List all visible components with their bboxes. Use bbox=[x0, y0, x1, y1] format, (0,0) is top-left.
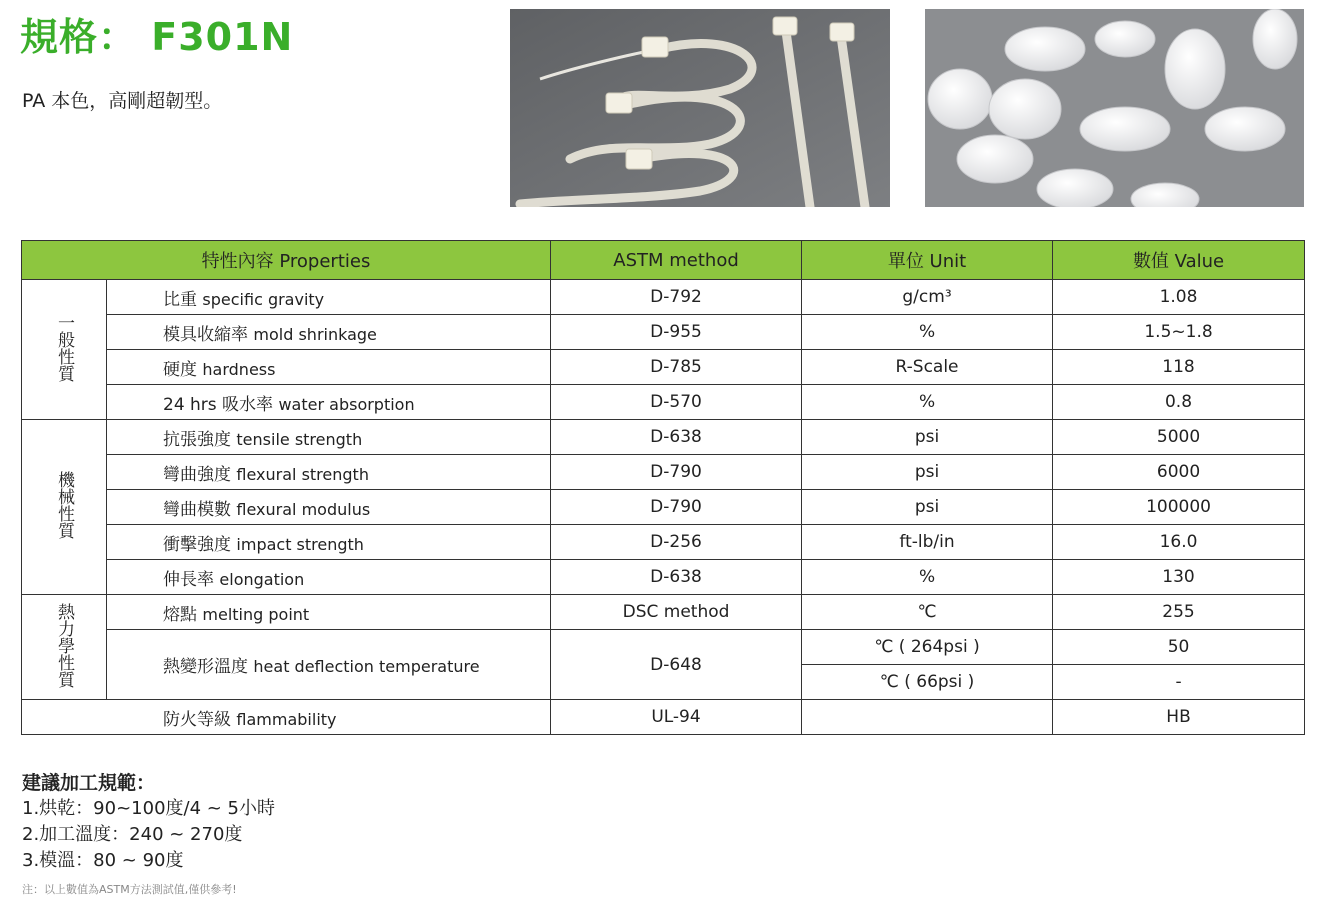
method-cell: D-570 bbox=[551, 385, 802, 420]
value-cell: 16.0 bbox=[1053, 525, 1305, 560]
table-row bbox=[22, 315, 1305, 350]
property-name: 衝擊強度 impact strength bbox=[107, 525, 551, 560]
property-name: 硬度 hardness bbox=[107, 350, 551, 385]
table-header-row bbox=[22, 241, 1305, 280]
unit-cell: psi bbox=[802, 420, 1053, 455]
table-row bbox=[22, 595, 1305, 630]
category-thermal: 熱力學性質 bbox=[22, 595, 107, 700]
processing-guide-list bbox=[22, 796, 275, 874]
method-cell: DSC method bbox=[551, 595, 802, 630]
property-name: 抗張強度 tensile strength bbox=[107, 420, 551, 455]
unit-cell: psi bbox=[802, 490, 1053, 525]
plastic-clips-photo bbox=[925, 9, 1304, 207]
processing-guide-title: 建議加工規範： bbox=[22, 772, 156, 794]
table-row bbox=[22, 560, 1305, 595]
value-cell: 255 bbox=[1053, 595, 1305, 630]
method-cell: D-792 bbox=[551, 280, 802, 315]
category-general: 一般性質 bbox=[22, 280, 107, 420]
footnote: 注：以上數值為ASTM方法測試值,僅供參考! bbox=[22, 883, 237, 896]
value-cell: 118 bbox=[1053, 350, 1305, 385]
method-cell: D-256 bbox=[551, 525, 802, 560]
property-name: 24 hrs 吸水率 water absorption bbox=[107, 385, 551, 420]
unit-cell: ft-lb/in bbox=[802, 525, 1053, 560]
list-item: 2.加工溫度：240 ~ 270度 bbox=[22, 824, 243, 845]
method-cell: D-955 bbox=[551, 315, 802, 350]
material-description: PA 本色，高剛超韌型。 bbox=[22, 90, 223, 112]
table-row bbox=[22, 525, 1305, 560]
value-cell: 5000 bbox=[1053, 420, 1305, 455]
method-cell: D-785 bbox=[551, 350, 802, 385]
value-cell: 50 bbox=[1053, 630, 1305, 665]
unit-cell: % bbox=[802, 560, 1053, 595]
list-item: 1.烘乾：90~100度/4 ~ 5小時 bbox=[22, 798, 276, 819]
properties-table bbox=[21, 240, 1305, 735]
method-cell: D-638 bbox=[551, 560, 802, 595]
unit-cell: ℃ ( 66psi ) bbox=[802, 665, 1053, 700]
column-header-method: ASTM method bbox=[551, 241, 802, 280]
unit-cell: % bbox=[802, 315, 1053, 350]
method-cell: D-638 bbox=[551, 420, 802, 455]
table-row bbox=[22, 280, 1305, 315]
table-row bbox=[22, 700, 1305, 735]
value-cell: 1.08 bbox=[1053, 280, 1305, 315]
page-title: 規格： F301N bbox=[20, 15, 294, 59]
unit-cell: % bbox=[802, 385, 1053, 420]
value-cell: 130 bbox=[1053, 560, 1305, 595]
property-name: 彎曲強度 flexural strength bbox=[107, 455, 551, 490]
method-cell: D-648 bbox=[551, 630, 802, 700]
property-name: 彎曲模數 flexural modulus bbox=[107, 490, 551, 525]
category-mechanical: 機械性質 bbox=[22, 420, 107, 595]
property-name: 熔點 melting point bbox=[107, 595, 551, 630]
value-cell: 6000 bbox=[1053, 455, 1305, 490]
property-name: 防火等級 flammability bbox=[22, 700, 551, 735]
method-cell: D-790 bbox=[551, 490, 802, 525]
property-name: 模具收縮率 mold shrinkage bbox=[107, 315, 551, 350]
column-header-value: 數值 Value bbox=[1053, 241, 1305, 280]
table-row bbox=[22, 455, 1305, 490]
table-row bbox=[22, 385, 1305, 420]
table-row bbox=[22, 630, 1305, 665]
property-name: 伸長率 elongation bbox=[107, 560, 551, 595]
list-item: 3.模溫：80 ~ 90度 bbox=[22, 850, 184, 871]
unit-cell: psi bbox=[802, 455, 1053, 490]
table-row bbox=[22, 420, 1305, 455]
unit-cell: g/cm³ bbox=[802, 280, 1053, 315]
property-name: 熱變形溫度 heat deflection temperature bbox=[107, 630, 551, 700]
value-cell: 0.8 bbox=[1053, 385, 1305, 420]
unit-cell: ℃ bbox=[802, 595, 1053, 630]
column-header-unit: 單位 Unit bbox=[802, 241, 1053, 280]
value-cell: HB bbox=[1053, 700, 1305, 735]
value-cell: - bbox=[1053, 665, 1305, 700]
method-cell: D-790 bbox=[551, 455, 802, 490]
unit-cell: R-Scale bbox=[802, 350, 1053, 385]
property-name: 比重 specific gravity bbox=[107, 280, 551, 315]
column-header-properties: 特性內容 Properties bbox=[22, 241, 551, 280]
method-cell: UL-94 bbox=[551, 700, 802, 735]
unit-cell bbox=[802, 700, 1053, 735]
value-cell: 100000 bbox=[1053, 490, 1305, 525]
cable-ties-photo bbox=[510, 9, 890, 207]
table-row bbox=[22, 350, 1305, 385]
table-row bbox=[22, 490, 1305, 525]
unit-cell: ℃ ( 264psi ) bbox=[802, 630, 1053, 665]
value-cell: 1.5~1.8 bbox=[1053, 315, 1305, 350]
